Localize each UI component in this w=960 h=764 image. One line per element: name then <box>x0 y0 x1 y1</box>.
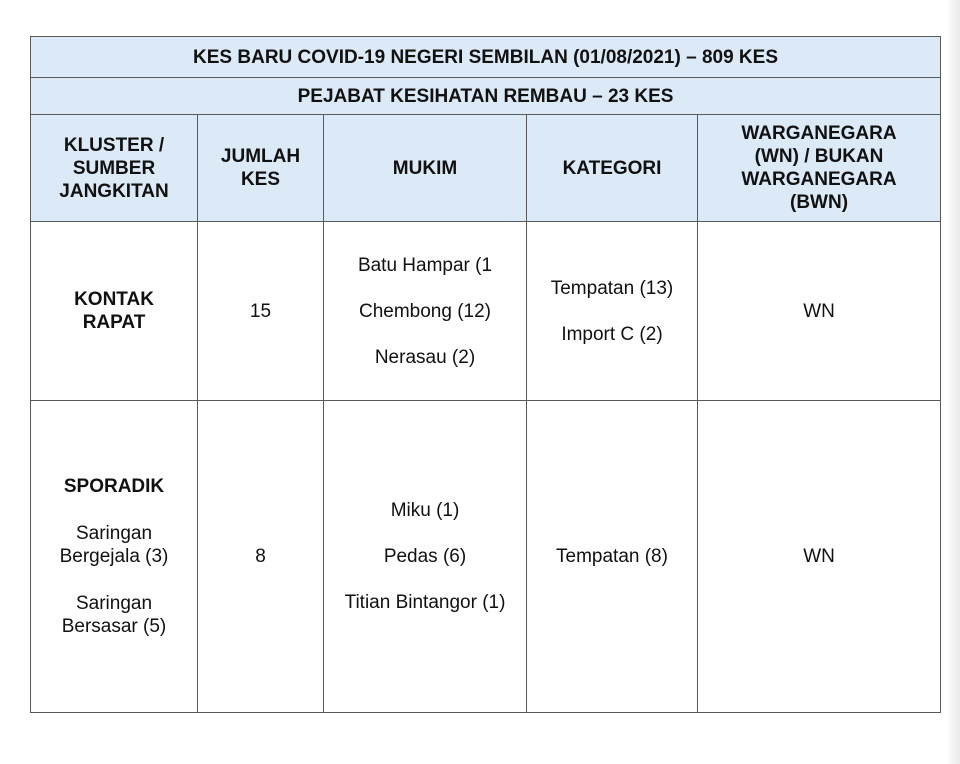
header-kluster-line: JANGKITAN <box>59 180 169 202</box>
table-row <box>31 401 941 713</box>
cell-jumlah: 8 <box>198 401 324 713</box>
cell-jumlah: 15 <box>198 222 324 401</box>
cell-kluster <box>31 401 198 713</box>
subtitle-row <box>31 78 941 115</box>
header-kluster-line: SUMBER <box>72 157 156 179</box>
mukim-item: Pedas (6) <box>383 546 467 567</box>
header-kluster-line: KLUSTER / <box>63 134 165 156</box>
mukim-item: Chembong (12) <box>358 300 492 322</box>
mukim-item: Titian Bintangor (1) <box>344 592 506 613</box>
covid-cases-table <box>30 36 941 713</box>
page-edge-shadow <box>946 0 960 764</box>
kluster-detail-line: Saringan <box>75 523 153 544</box>
kluster-detail <box>31 592 197 638</box>
mukim-item: Batu Hampar (1 <box>357 254 493 276</box>
cell-warganegara: WN <box>698 222 941 401</box>
header-warganegara-line: (WN) / BUKAN <box>754 146 884 167</box>
title-row <box>31 37 941 78</box>
cell-mukim <box>324 222 527 401</box>
table-subtitle: PEJABAT KESIHATAN REMBAU – 23 KES <box>31 78 941 115</box>
cell-kluster <box>31 222 198 401</box>
cell-kategori <box>527 401 698 713</box>
header-jumlah-line: JUMLAH <box>220 146 301 167</box>
kluster-title: SPORADIK <box>63 476 165 497</box>
column-header-mukim: MUKIM <box>324 115 527 222</box>
kluster-detail-line: Bergejala (3) <box>59 546 169 567</box>
kluster-line: KONTAK <box>74 289 154 310</box>
header-warganegara-line: WARGANEGARA <box>741 123 897 144</box>
header-jumlah-line: KES <box>240 169 281 190</box>
kategori-item: Tempatan (13) <box>550 277 674 299</box>
table-row <box>31 222 941 401</box>
cell-mukim <box>324 401 527 713</box>
kluster-detail <box>31 522 197 568</box>
table-title: KES BARU COVID-19 NEGERI SEMBILAN (01/08/2021) – 809 KES <box>31 37 941 78</box>
cell-kategori <box>527 222 698 401</box>
column-header-jumlah <box>198 115 324 222</box>
header-row <box>31 115 941 222</box>
header-warganegara-line: WARGANEGARA <box>741 169 897 190</box>
column-header-warganegara <box>698 115 941 222</box>
cell-warganegara: WN <box>698 401 941 713</box>
column-header-kluster <box>31 115 198 222</box>
kluster-detail-line: Bersasar (5) <box>61 616 167 637</box>
kluster-detail-line: Saringan <box>75 593 153 614</box>
column-header-kategori: KATEGORI <box>527 115 698 222</box>
mukim-item: Miku (1) <box>390 500 460 521</box>
kategori-item: Tempatan (8) <box>556 546 668 567</box>
header-warganegara-line: (BWN) <box>790 192 849 213</box>
mukim-item: Nerasau (2) <box>374 346 476 368</box>
kluster-line: RAPAT <box>82 312 146 333</box>
kategori-item: Import C (2) <box>561 323 663 345</box>
